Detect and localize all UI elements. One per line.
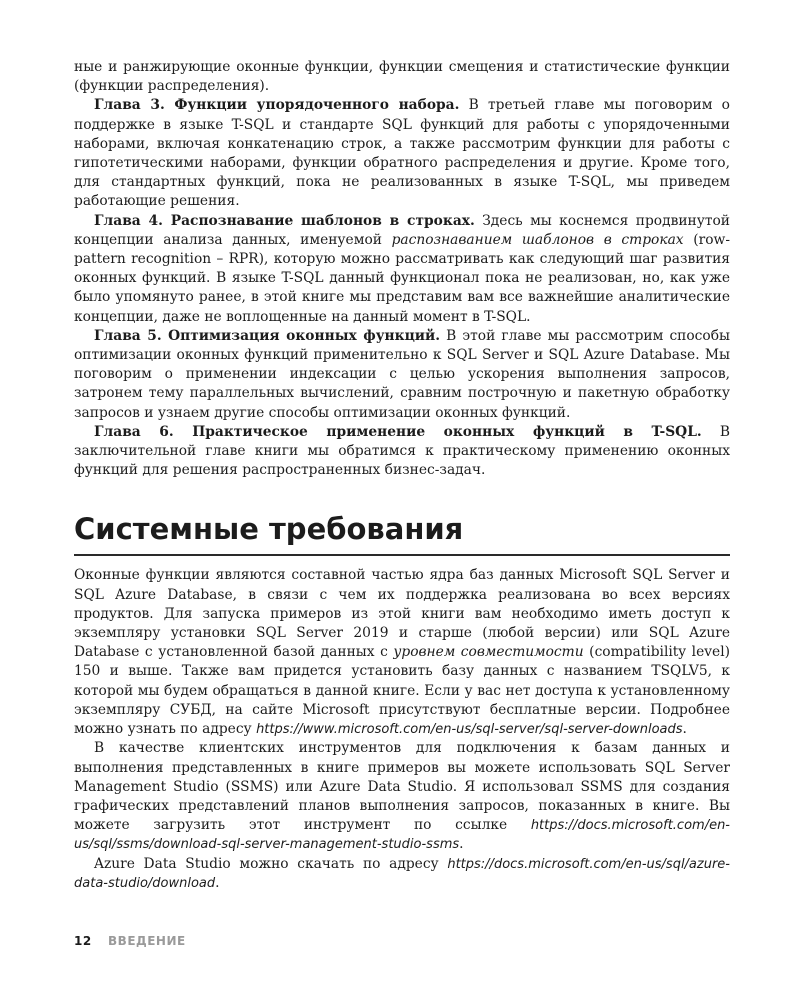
ssms-download-link[interactable]: https://docs.microsoft.com/en-us/sql/ssms/download-sql-server-management-studio-ssms xyxy=(74,818,730,853)
chapter6-title: Глава 6. Практическое применение оконных функций в T-SQL. xyxy=(94,423,702,440)
chapter4-text-1: Здесь мы коснемся продвинутой концепции анализа данных, именуемой xyxy=(74,212,731,248)
paragraph-chapter3 xyxy=(74,96,730,211)
page-content xyxy=(74,58,730,893)
sql-server-downloads-link[interactable]: https://www.microsoft.com/en-us/sql-server/sql-server-downloads xyxy=(256,722,683,738)
azure-data-studio-link[interactable]: https://docs.microsoft.com/en-us/sql/azure-data-studio/download xyxy=(74,856,730,891)
chapter4-title: Глава 4. Распознавание шаблонов в строках. xyxy=(94,212,475,229)
chapter3-title: Глава 3. Функции упорядоченного набора. xyxy=(94,97,460,114)
paragraph-client-tools xyxy=(74,739,730,854)
client-tools-period: . xyxy=(459,836,464,853)
requirements-period: . xyxy=(682,721,687,738)
chapter4-text-2: (row-pattern recognition – RPR), которую можно рассматривать как следующий шаг развития оконных функций. В языке T-SQL данный функционал пока не реализован, но, как уже было упомянуто ранее, в этой книге мы представим вам все важнейшие аналитические концепции, даже не воплощенные на данный момент в T-SQL. xyxy=(74,231,730,325)
chapter3-text: В третьей главе мы поговорим о поддержке в языке T-SQL и стандарте SQL функций для работы с упорядоченными наборами, включая конкатенацию строк, а также рассмотрим функции для работы с гипотетическими наборами, функции обратного распределения и другие. Кроме того, для стандартных функций, пока не реализованных в языке T-SQL, мы приведем работающие решения. xyxy=(74,97,730,210)
paragraph-azure-data-studio xyxy=(74,855,730,893)
running-section-title: ВВЕДЕНИЕ xyxy=(108,934,186,948)
requirements-text-1: Оконные функции являются составной частью ядра баз данных Microsoft SQL Server и SQL Azure Database, в связи с чем их поддержка реализована во всех версиях продуктов. Для запуска примеров из этой книги вам необходимо иметь доступ к экземпляру установки SQL Server 2019 и старше (любой версии) или SQL Azure Database с установленной базой данных с xyxy=(74,567,730,661)
paragraph-requirements xyxy=(74,566,730,739)
paragraph-chapter5 xyxy=(74,327,730,423)
requirements-term: уровнем совместимости xyxy=(393,644,584,661)
client-tools-text: В качестве клиентских инструментов для подключения к базам данных и выполнения представленных в книге примеров вы можете использовать SQL Server Management Studio (SSMS) или Azure Data Studio. Я использовал SSMS для создания графических представлений планов выполнения запросов, показанных в книге. Вы можете загрузить этот инструмент по ссылке xyxy=(74,740,730,834)
chapter6-text: В заключительной главе книги мы обратимся к практическому применению оконных функций для решения распространенных бизнес-задач. xyxy=(74,423,730,479)
paragraph-chapter2-end xyxy=(74,58,730,96)
section-heading: Системные требования xyxy=(74,512,730,556)
requirements-text-2: (compatibility level) 150 и выше. Также вам придется установить базу данных с названием TSQLV5, к которой мы будем обращаться в данной книге. Если у вас нет доступа к установленному экземпляру СУБД, на сайте Microsoft присутствуют бесплатные версии. Подробнее можно узнать по адресу xyxy=(74,644,730,738)
paragraph-text: ные и ранжирующие оконные функции, функции смещения и статистические функции (функции распределения). xyxy=(74,59,730,95)
paragraph-chapter6 xyxy=(74,423,730,481)
page-footer xyxy=(74,934,186,948)
chapter5-title: Глава 5. Оптимизация оконных функций. xyxy=(94,327,441,344)
azure-data-studio-text: Azure Data Studio можно скачать по адресу xyxy=(94,855,448,872)
page-number: 12 xyxy=(74,934,92,948)
azure-data-studio-period: . xyxy=(215,874,220,891)
paragraph-chapter4 xyxy=(74,212,730,327)
chapter4-term: распознаванием шаблонов в строках xyxy=(391,231,684,248)
chapter5-text: В этой главе мы рассмотрим способы оптимизации оконных функций применительно к SQL Server и SQL Azure Database. Мы поговорим о применении индексации с целью ускорения выполнения запросов, затронем тему параллельных вычислений, сравним построчную и пакетную обработку запросов и узнаем другие способы оптимизации оконных функций. xyxy=(74,327,730,421)
